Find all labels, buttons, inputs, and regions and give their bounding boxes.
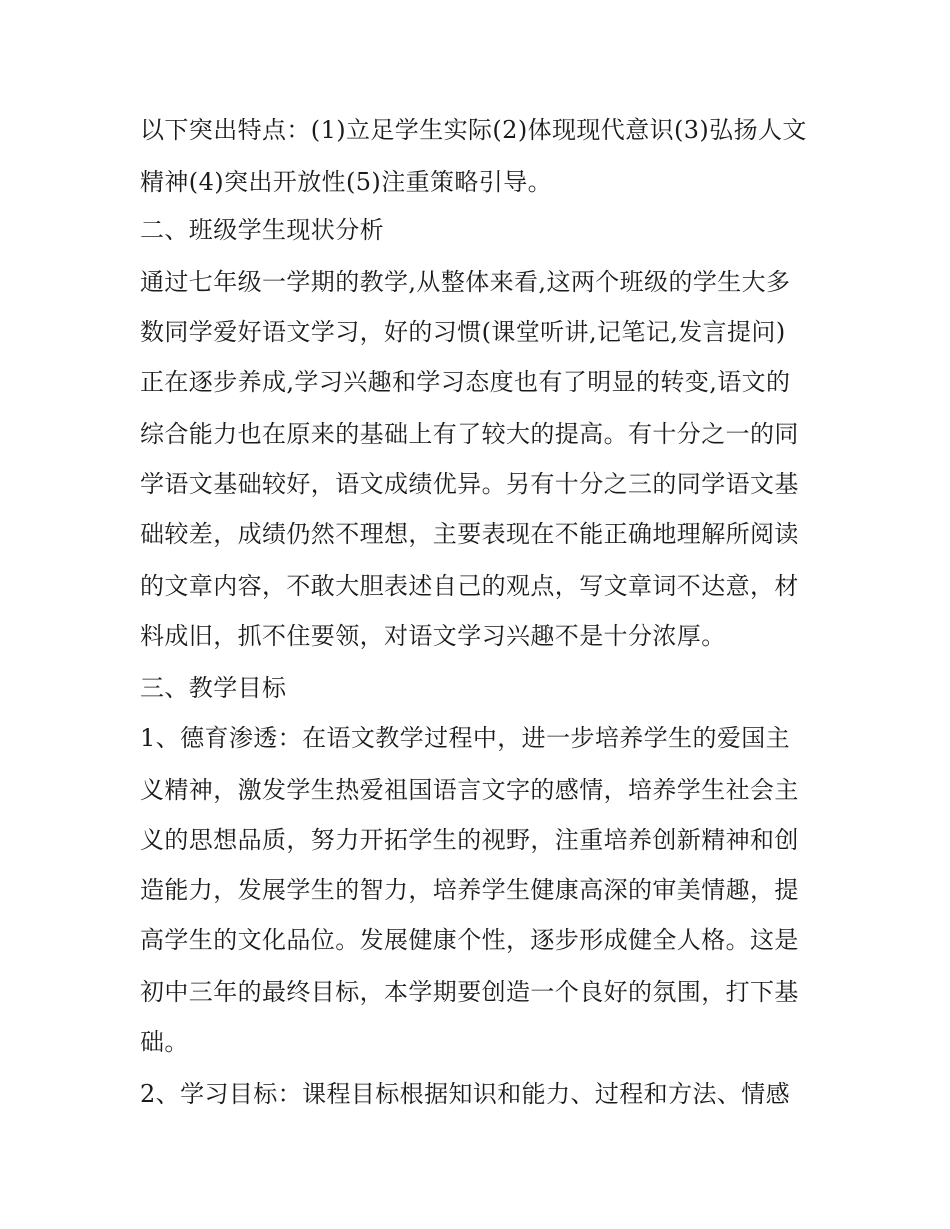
text-line: 综合能力也在原来的基础上有了较大的提高。有十分之一的同 (140, 420, 799, 448)
text-line: 2、学习目标：课程目标根据知识和能力、过程和方法、情感 (140, 1080, 791, 1108)
text-line: 高学生的文化品位。发展健康个性，逐步形成健全人格。这是 (140, 926, 799, 954)
text-line: 数同学爱好语文学习，好的习惯(课堂听讲,记笔记,发言提问) (140, 318, 786, 346)
text-line: 的文章内容，不敢大胆表述自己的观点，写文章词不达意，材 (140, 572, 799, 600)
text-line: 础。 (140, 1028, 189, 1056)
text-line: 以下突出特点：(1)立足学生实际(2)体现现代意识(3)弘扬人文 (140, 116, 807, 144)
text-line: 料成旧，抓不住要领，对语文学习兴趣不是十分浓厚。 (140, 622, 726, 650)
text-line: 学语文基础较好，语文成绩优异。另有十分之三的同学语文基 (140, 470, 799, 498)
text-line: 义的思想品质，努力开拓学生的视野，注重培养创新精神和创 (140, 826, 799, 854)
text-line: 通过七年级一学期的教学,从整体来看,这两个班级的学生大多 (140, 268, 791, 296)
text-line: 正在逐步养成,学习兴趣和学习态度也有了明显的转变,语文的 (140, 368, 791, 396)
text-line: 础较差，成绩仍然不理想，主要表现在不能正确地理解所阅读 (140, 520, 799, 548)
text-line: 精神(4)突出开放性(5)注重策略引导。 (140, 168, 552, 196)
section-heading: 二、班级学生现状分析 (140, 216, 384, 244)
text-line: 1、德育渗透：在语文教学过程中，进一步培养学生的爱国主 (140, 724, 791, 752)
text-line: 初中三年的最终目标，本学期要创造一个良好的氛围，打下基 (140, 978, 799, 1006)
section-heading: 三、教学目标 (140, 674, 287, 702)
text-line: 义精神，激发学生热爱祖国语言文字的感情，培养学生社会主 (140, 776, 799, 804)
text-line: 造能力，发展学生的智力，培养学生健康高深的审美情趣，提 (140, 876, 799, 904)
